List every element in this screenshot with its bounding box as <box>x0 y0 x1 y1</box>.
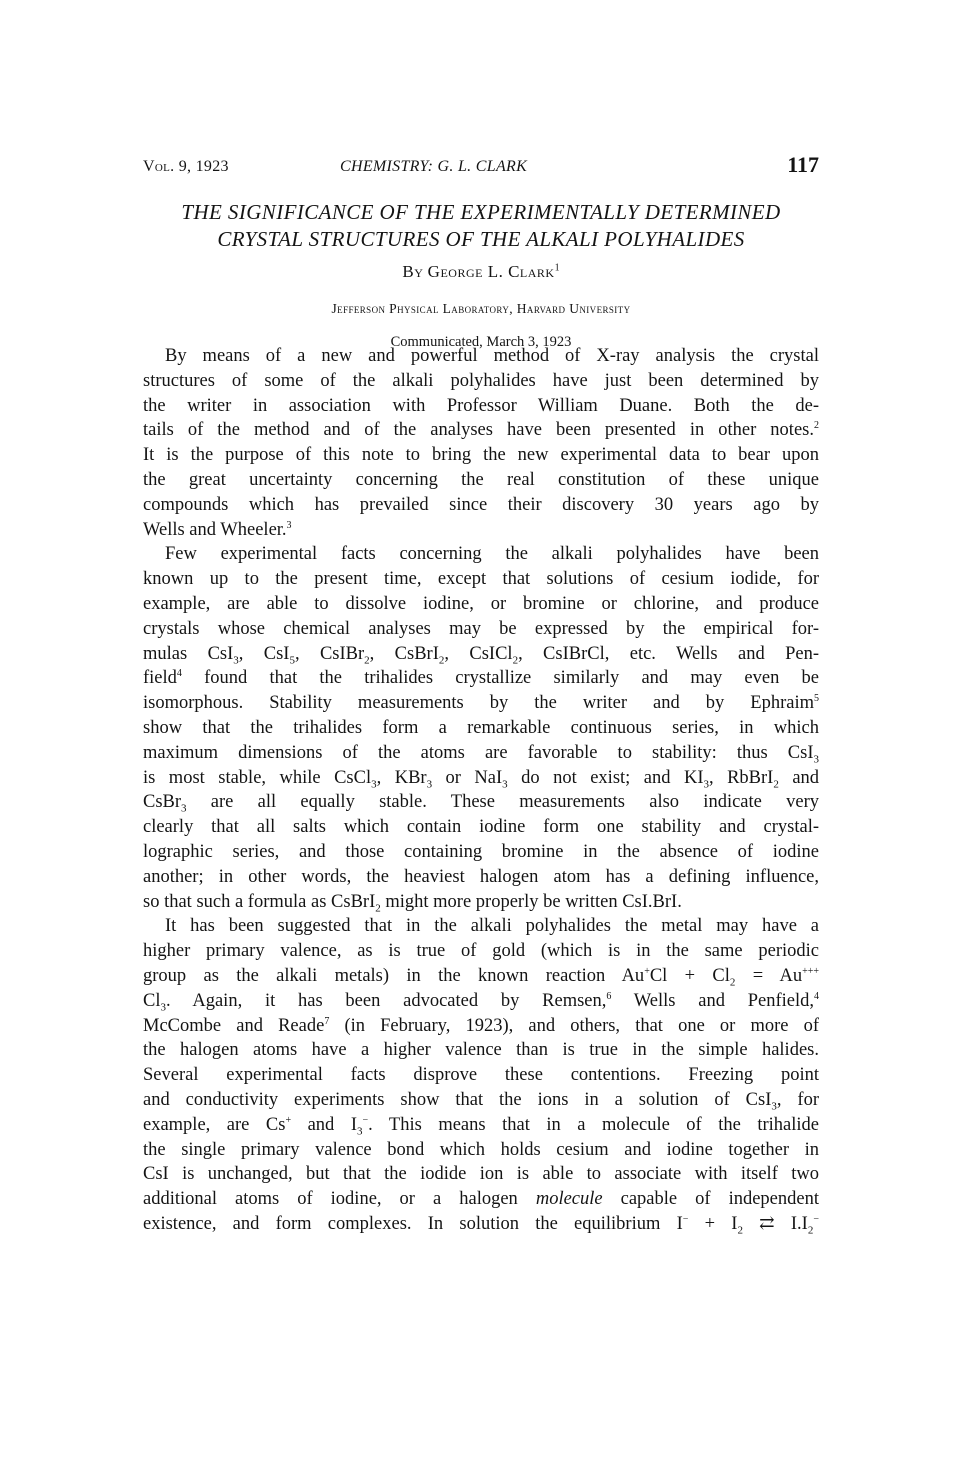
body-line: $Cl_3$. Again, it has been advocated by Remsen,$^6$ Wells and Penfield,$^4$ <box>143 990 819 1014</box>
paragraph-2 <box>143 542 819 914</box>
body-line: maximum dimensions of the atoms are favorable to stability: thus CsI$_3$ <box>143 742 819 766</box>
article-body <box>143 344 819 1237</box>
body-line: the writer in association with Professor William Duane. Both the de- <box>143 395 819 416</box>
body-line: additional atoms of iodine, or a halogen molecule capable of independent <box>143 1189 819 1210</box>
body-line: example, are able to dissolve iodine, or bromine or chlorine, and produce <box>143 593 819 614</box>
body-line: group as the alkali metals) in the known reaction $Au^+Cl + Cl_2 = Au^{+++}$ <box>143 965 819 989</box>
body-line: compounds which has prevailed since their discovery 30 years ago by <box>143 494 819 515</box>
body-line: clearly that all salts which contain iodine form one stability and crystal- <box>143 817 819 838</box>
body-line: structures of some of the alkali polyhalides have just been determined by <box>143 370 819 391</box>
body-line: and conductivity experiments show that the ions in a solution of CsI$_3$, for <box>143 1089 819 1113</box>
byline <box>143 262 819 282</box>
running-title: CHEMISTRY: G. L. CLARK <box>340 158 528 175</box>
body-line: CsBr$_3$ are all equally stable. These measurements also indicate very <box>143 792 819 816</box>
body-line: It is the purpose of this note to bring the new experimental data to bear upon <box>143 445 819 466</box>
body-line: Wells and Wheeler.$^3$ <box>143 519 292 540</box>
body-line: the great uncertainty concerning the real constitution of these unique <box>143 469 819 490</box>
communicated-date: Communicated, March 3, 1923 <box>390 334 572 350</box>
body-line: so that such a formula as CsBrI$_2$ might more properly be written CsI.BrI. <box>143 891 682 915</box>
title-line-2: CRYSTAL STRUCTURES OF THE ALKALI POLYHALIDES <box>217 227 745 251</box>
emphasis: molecule <box>535 1189 603 1210</box>
body-line: known up to the present time, except that solutions of cesium iodide, for <box>143 569 819 590</box>
body-line: Several experimental facts disprove these contentions. Freezing point <box>143 1065 819 1086</box>
body-line: existence, and form complexes. In solution the equilibrium $I^- + I_2$ ⇄ $I.I_2^-$ <box>143 1213 819 1237</box>
byline-prefix: By <box>402 262 424 281</box>
body-line: mulas CsI$_3$, CsI$_5$, CsIBr$_2$, CsBrI$_2$, CsICl$_2$, CsIBrCl, etc. Wells and Pen- <box>143 643 819 667</box>
body-line: lographic series, and those containing bromine in the absence of iodine <box>143 841 819 862</box>
body-line: example, are Cs+ and $I_3^-$. This means that in a molecule of the trihalide <box>143 1114 819 1138</box>
body-line: Few experimental facts concerning the alkali polyhalides have been <box>165 544 819 565</box>
body-line: It has been suggested that in the alkali polyhalides the metal may have a <box>165 916 819 937</box>
body-line: the single primary valence bond which holds cesium and iodine together in <box>143 1139 819 1160</box>
title-line-1: THE SIGNIFICANCE OF THE EXPERIMENTALLY DETERMINED <box>181 200 781 224</box>
body-line: McCombe and Reade$^7$ (in February, 1923), and others, that one or more of <box>143 1015 819 1036</box>
body-line: higher primary valence, as is true of gold (which is in the same periodic <box>143 941 819 962</box>
affiliation: Jefferson Physical Laboratory, Harvard University <box>331 301 631 316</box>
paragraph-1 <box>143 344 819 542</box>
body-line: another; in other words, the heaviest halogen atom has a defining influence, <box>143 866 819 887</box>
footnote-ref: 3 <box>286 519 292 531</box>
paragraph-3 <box>143 914 819 1236</box>
body-line: field$^4$ found that the trihalides crystallize similarly and may even be <box>143 668 819 689</box>
body-line: isomorphous. Stability measurements by the writer and by Ephraim$^5$ <box>143 693 819 714</box>
footnote-ref: 2 <box>814 420 819 432</box>
body-line: crystals whose chemical analyses may be expressed by the empirical for- <box>143 618 819 639</box>
running-head <box>143 152 819 182</box>
author-name: George L. Clark <box>427 262 555 281</box>
article-title <box>143 199 819 253</box>
body-line: By means of a new and powerful method of X-ray analysis the crystal <box>165 346 819 366</box>
body-line: is most stable, while CsCl$_3$, KBr$_3$ or NaI$_3$ do not exist; and $KI_3$, RbBrI$_2$ and <box>143 767 819 791</box>
author-footnote-mark: 1 <box>554 262 560 274</box>
body-line: show that the trihalides form a remarkable continuous series, in which <box>143 717 819 738</box>
page-number: 117 <box>787 152 819 177</box>
body-line: the halogen atoms have a higher valence than is true in the simple halides. <box>143 1040 819 1061</box>
body-line: CsI is unchanged, but that the iodide ion is able to associate with itself two <box>143 1164 819 1185</box>
volume-year: Vol. 9, 1923 <box>143 158 229 175</box>
body-line: tails of the method and of the analyses have been presented in other notes.$^2$ <box>143 420 819 441</box>
